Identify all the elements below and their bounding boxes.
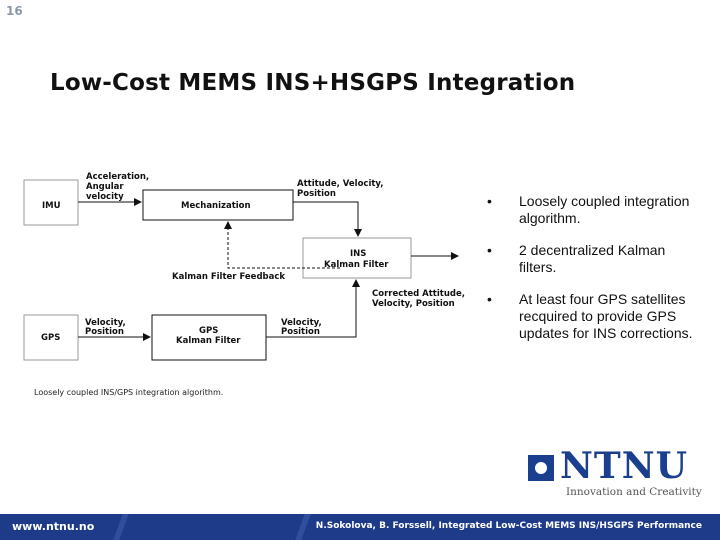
bullet-dot: •	[487, 242, 492, 258]
bullet-text: At least four GPS satellites recquired to provide GPS updates for INS corrections.	[519, 291, 693, 341]
diagram-caption: Loosely coupled INS/GPS integration algorithm.	[34, 388, 224, 397]
bullet-item	[487, 242, 702, 276]
logo-name: NTNU	[560, 445, 688, 487]
bullet-text: 2 decentralized Kalman filters.	[519, 242, 666, 275]
slide-number: 16	[6, 4, 23, 18]
footer-bar	[0, 514, 720, 540]
imu-label: IMU	[42, 201, 61, 211]
footer-stripe	[113, 514, 128, 540]
corrected-label-1: Corrected Attitude,	[372, 289, 465, 299]
gps-vel-label-2: Position	[85, 327, 124, 337]
footer-credit: N.Sokolova, B. Forssell, Integrated Low-Cost MEMS INS/HSGPS Performance	[315, 521, 702, 531]
bullet-list	[487, 193, 702, 357]
gps-vel-label-1: Velocity,	[85, 318, 126, 328]
acceleration-label-1: Acceleration,	[86, 172, 150, 182]
bullet-dot: •	[487, 291, 492, 307]
attitude-label-1: Attitude, Velocity,	[297, 179, 384, 189]
ins-kf-label-2: Kalman Filter	[324, 260, 389, 270]
bullet-text: Loosely coupled integration algorithm.	[519, 193, 690, 226]
mech-to-ins-arrow	[293, 202, 358, 236]
slide-title: Low-Cost MEMS INS+HSGPS Integration	[50, 70, 576, 96]
footer-url-link[interactable]: www.ntnu.no	[12, 520, 95, 533]
gps-kf-label-2: Kalman Filter	[176, 336, 241, 346]
bullet-item	[487, 291, 702, 342]
kf-vel-label-1: Velocity,	[281, 318, 322, 328]
acceleration-label-2: Angular	[86, 182, 124, 192]
bullet-dot: •	[487, 193, 492, 209]
feedback-label: Kalman Filter Feedback	[172, 272, 286, 282]
integration-diagram	[0, 150, 470, 390]
footer-stripe	[295, 514, 310, 540]
gps-label: GPS	[41, 333, 61, 343]
kf-vel-label-2: Position	[281, 327, 320, 337]
mechanization-label: Mechanization	[181, 201, 251, 211]
corrected-label-2: Velocity, Position	[372, 299, 455, 309]
ins-kf-label-1: INS	[350, 249, 367, 259]
attitude-label-2: Position	[297, 189, 336, 199]
logo-tagline: Innovation and Creativity	[566, 486, 702, 498]
gps-kf-label-1: GPS	[199, 326, 219, 336]
acceleration-label-3: velocity	[86, 192, 124, 202]
bullet-item	[487, 193, 702, 227]
logo-mark-icon	[528, 455, 554, 481]
ntnu-logo	[528, 445, 708, 504]
